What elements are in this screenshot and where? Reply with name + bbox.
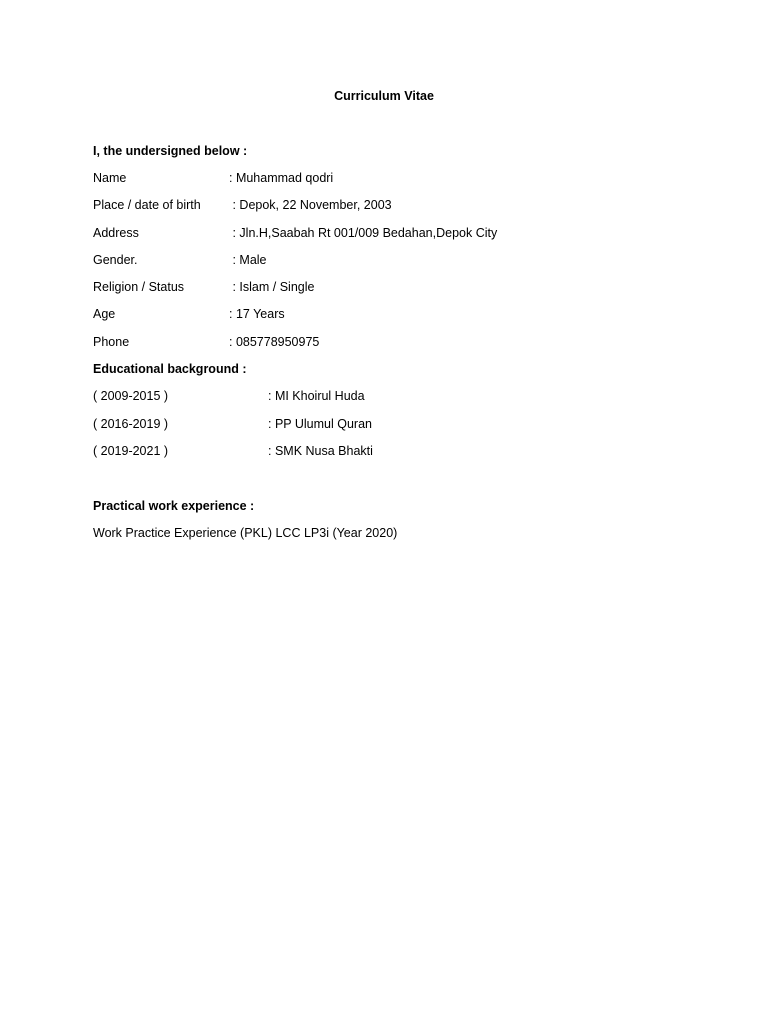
education-school: : PP Ulumul Quran — [268, 417, 372, 431]
age-label: Age — [93, 307, 116, 321]
address-label: Address — [93, 226, 139, 240]
gender-label: Gender. — [93, 253, 138, 267]
name-value: : Muhammad qodri — [229, 171, 334, 185]
education-period: ( 2019-2021 ) — [93, 444, 169, 458]
education-heading: Educational background : — [93, 362, 247, 376]
age-value: : 17 Years — [229, 307, 285, 321]
education-period: ( 2016-2019 ) — [93, 417, 169, 431]
religion-value: : Islam / Single — [229, 280, 315, 294]
document-title: Curriculum Vitae — [334, 89, 434, 103]
phone-value: : 085778950975 — [229, 335, 320, 349]
religion-label: Religion / Status — [93, 280, 185, 294]
education-school: : SMK Nusa Bhakti — [268, 444, 373, 458]
birth-label: Place / date of birth — [93, 198, 201, 212]
phone-label: Phone — [93, 335, 130, 349]
experience-item: Work Practice Experience (PKL) LCC LP3i (Year 2020) — [93, 526, 398, 540]
intro-text: I, the undersigned below : — [93, 144, 248, 158]
experience-heading: Practical work experience : — [93, 499, 255, 513]
education-school: : MI Khoirul Huda — [268, 389, 365, 403]
birth-value: : Depok, 22 November, 2003 — [229, 198, 392, 212]
name-label: Name — [93, 171, 127, 185]
education-period: ( 2009-2015 ) — [93, 389, 169, 403]
address-value: : Jln.H,Saabah Rt 001/009 Bedahan,Depok City — [229, 226, 498, 240]
gender-value: : Male — [229, 253, 267, 267]
